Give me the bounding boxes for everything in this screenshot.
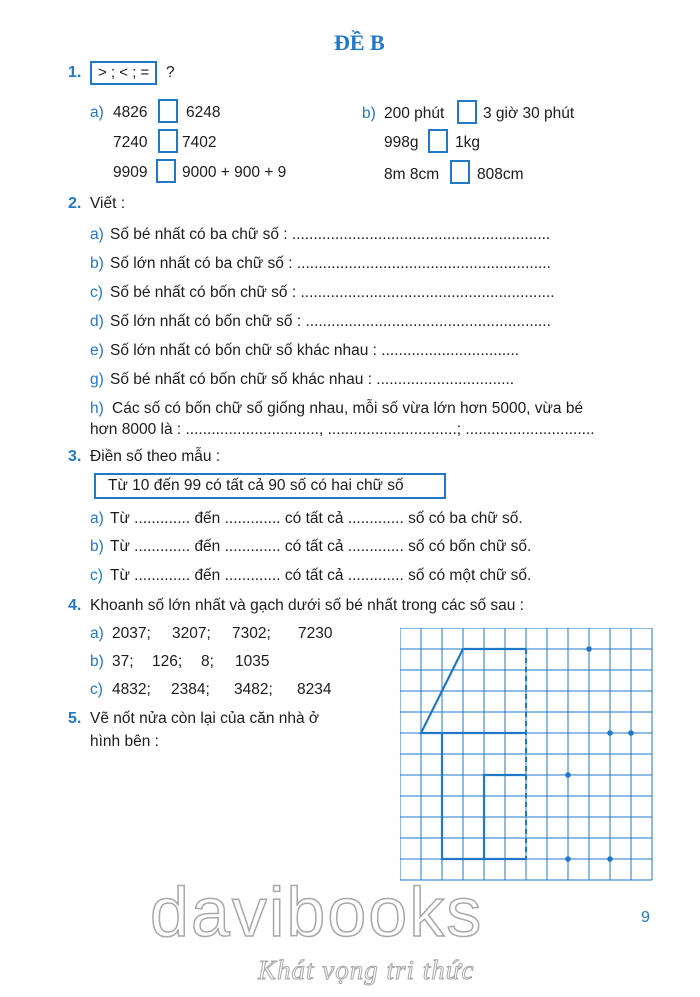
q4c-label: c) [90, 681, 103, 698]
q2-number: 2. [68, 195, 82, 212]
q1-signs-box [90, 61, 157, 85]
q2b-label: b) [90, 255, 104, 272]
q4-number: 4. [68, 597, 82, 614]
q1b-left-2: 998g [384, 134, 419, 151]
q3b-label: b) [90, 538, 104, 555]
q1a-left-2: 7240 [113, 134, 148, 151]
q3-sample: Từ 10 đến 99 có tất cả 90 số có hai chữ số [108, 477, 404, 494]
q4b-value-3: 8; [201, 653, 214, 670]
q1b-answer-box-2[interactable] [428, 129, 448, 153]
q1b-left-1: 200 phút [384, 105, 445, 122]
q1b-answer-box-3[interactable] [450, 160, 470, 184]
q4b-value-4: 1035 [235, 653, 270, 670]
q3c-text: Từ ............. đến ............. có tất cả ............. số có một chữ số. [110, 567, 532, 584]
q1-number: 1. [68, 64, 82, 81]
q2d-text: Số lớn nhất có bốn chữ số : ......................................................... [110, 313, 551, 330]
q1-signs: > ; < ; = [98, 64, 150, 81]
q3b-text: Từ ............. đến ............. có tất cả ............. số có bốn chữ số. [110, 538, 532, 555]
q4b-label: b) [90, 653, 104, 670]
q5-line2: hình bên : [90, 733, 159, 750]
q1a-answer-box-1[interactable] [158, 99, 178, 123]
watermark-slogan: Khát vọng tri thức [258, 955, 475, 985]
q2d-label: d) [90, 313, 104, 330]
q3a-text: Từ ............. đến ............. có tất cả ............. số có ba chữ số. [110, 510, 523, 527]
q4-title: Khoanh số lớn nhất và gạch dưới số bé nhất trong các số sau : [90, 597, 524, 614]
q5-number: 5. [68, 710, 82, 727]
q4a-value-2: 3207; [172, 625, 211, 642]
q4a-value-1: 2037; [112, 625, 151, 642]
q1a-right-2: 7402 [182, 134, 217, 151]
q2b-text: Số lớn nhất có ba chữ số : ........................................................... [110, 255, 551, 272]
q4c-value-1: 4832; [112, 681, 151, 698]
q4a-label: a) [90, 625, 104, 642]
q4a-value-4: 7230 [298, 625, 333, 642]
q1a-left-3: 9909 [113, 164, 148, 181]
house-grid[interactable] [400, 628, 656, 884]
q4c-value-4: 8234 [297, 681, 332, 698]
page-title: ĐỀ B [334, 30, 385, 55]
q2h-label: h) [90, 400, 104, 417]
watermark-brand: davibooks [150, 873, 484, 951]
q1b-right-3: 808cm [477, 166, 524, 183]
q2a-label: a) [90, 226, 104, 243]
q3-title: Điền số theo mẫu : [90, 448, 221, 465]
q1a-answer-box-2[interactable] [158, 129, 178, 153]
q2h-line2: hơn 8000 là : ..............................., ..............................; .............................. [90, 421, 595, 438]
q1a-right-3: 9000 + 900 + 9 [182, 164, 287, 181]
q1a-left-1: 4826 [113, 104, 148, 121]
q2e-text: Số lớn nhất có bốn chữ số khác nhau : ................................ [110, 342, 520, 359]
q1-question-mark: ? [166, 64, 175, 81]
q3-number: 3. [68, 448, 82, 465]
q4a-value-3: 7302; [232, 625, 271, 642]
q2-title: Viết : [90, 195, 126, 212]
q2g-text: Số bé nhất có bốn chữ số khác nhau : ................................ [110, 371, 515, 388]
q4b-value-1: 37; [112, 653, 134, 670]
q2c-label: c) [90, 284, 103, 301]
q1b-label: b) [362, 105, 376, 122]
q4b-value-2: 126; [152, 653, 183, 670]
q4c-value-3: 3482; [234, 681, 273, 698]
q4c-value-2: 2384; [171, 681, 210, 698]
q3c-label: c) [90, 567, 103, 584]
q1a-answer-box-3[interactable] [156, 159, 176, 183]
q1b-answer-box-1[interactable] [457, 100, 477, 124]
q2a-text: Số bé nhất có ba chữ số : ............................................................ [110, 226, 551, 243]
q1b-right-2: 1kg [455, 134, 480, 151]
q3a-label: a) [90, 510, 104, 527]
q1a-right-1: 6248 [186, 104, 221, 121]
q2h-line1: Các số có bốn chữ số giống nhau, mỗi số vừa lớn hơn 5000, vừa bé [112, 400, 584, 417]
q1b-left-3: 8m 8cm [384, 166, 440, 183]
q5-line1: Vẽ nốt nửa còn lại của căn nhà ở [90, 710, 320, 727]
q2g-label: g) [90, 371, 104, 388]
page-number: 9 [641, 909, 650, 926]
q2c-text: Số bé nhất có bốn chữ số : ........................................................... [110, 284, 555, 301]
q1a-label: a) [90, 104, 104, 121]
q2e-label: e) [90, 342, 104, 359]
q1b-right-1: 3 giờ 30 phút [483, 105, 575, 122]
q3-sample-box [94, 473, 446, 499]
